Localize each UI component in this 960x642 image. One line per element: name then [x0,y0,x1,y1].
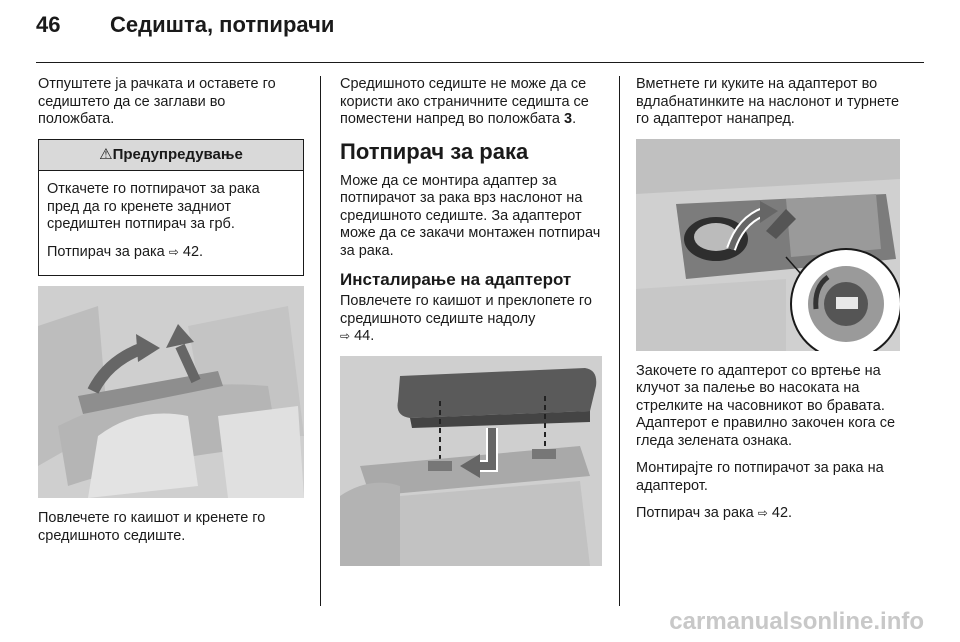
warning-body [39,171,303,275]
page-ref-arrow-icon: ⇨ [168,244,179,259]
warning-text: Откачете го потпирачот за рака пред да го кренете задниот средиштен потпирач за грб. [47,181,260,232]
intro-paragraph: Отпуштете ја рачката и оставете го седиштето да се заглави во положбата. [38,76,276,127]
mount-armrest-paragraph: Монтирајте го потпирачот за рака на адаптерот. [636,460,884,494]
column-3 [636,76,902,533]
install-step-1: Повлечете го каишот и преклопете го средишното седиште надолу ⇨ 44. [340,293,592,344]
page-number: 46 [36,12,61,37]
warning-triangle-icon: ⚠ [99,144,113,163]
page-title: Седишта, потпирачи [110,12,335,37]
page-header [36,12,334,38]
rear-seat-photo [38,286,304,498]
warning-reference: Потпирач за рака ⇨ 42. [47,243,204,260]
column-divider-1 [320,76,321,606]
lock-adapter-paragraph: Закочете го адаптерот со вртење на клучот за палење во насоката на стрелките на часовникот во бравата. Адаптерот е правилно закочен кога се гледа зелената ознака. [636,362,896,449]
page-ref-arrow-icon: ⇨ [340,329,351,343]
column-2 [340,76,606,578]
photo-caption: Повлечете го каишот и кренете го средишното седиште. [38,510,266,544]
adapter-lock-illustration [636,139,900,351]
armrest-description: Може да се монтира адаптер за потпирачот за рака врз наслонот на средишното седиште. За адаптерот може да се закачи монтажен потпирач за рака. [340,172,601,259]
warning-box [38,139,304,277]
warning-header [39,140,303,172]
watermark: carmanualsonline.info [669,608,924,635]
armrest-adapter-illustration [340,356,602,566]
armrest-reference: Потпирач за рака ⇨ 42. [636,505,793,521]
section-heading: Потпирач за рака [340,138,529,164]
subsection-heading: Инсталирање на адаптерот [340,270,572,289]
insert-hooks-paragraph: Вметнете ги куките на адаптерот во вдлабнатинките на наслонот и турнете го адаптерот нанапред. [636,76,900,127]
warning-title: Предупредување [112,145,243,163]
page-ref-arrow-icon: ⇨ [757,506,768,520]
adapter-lock-photo [636,139,900,351]
column-divider-2 [619,76,620,606]
column-1 [38,76,304,555]
seat-position-note: Средишното седиште не може да се користи ако страничните седишта се поместени напред во положбата 3. [340,76,589,127]
rear-seat-illustration [38,286,304,498]
armrest-adapter-photo [340,356,602,566]
header-rule [36,62,924,63]
